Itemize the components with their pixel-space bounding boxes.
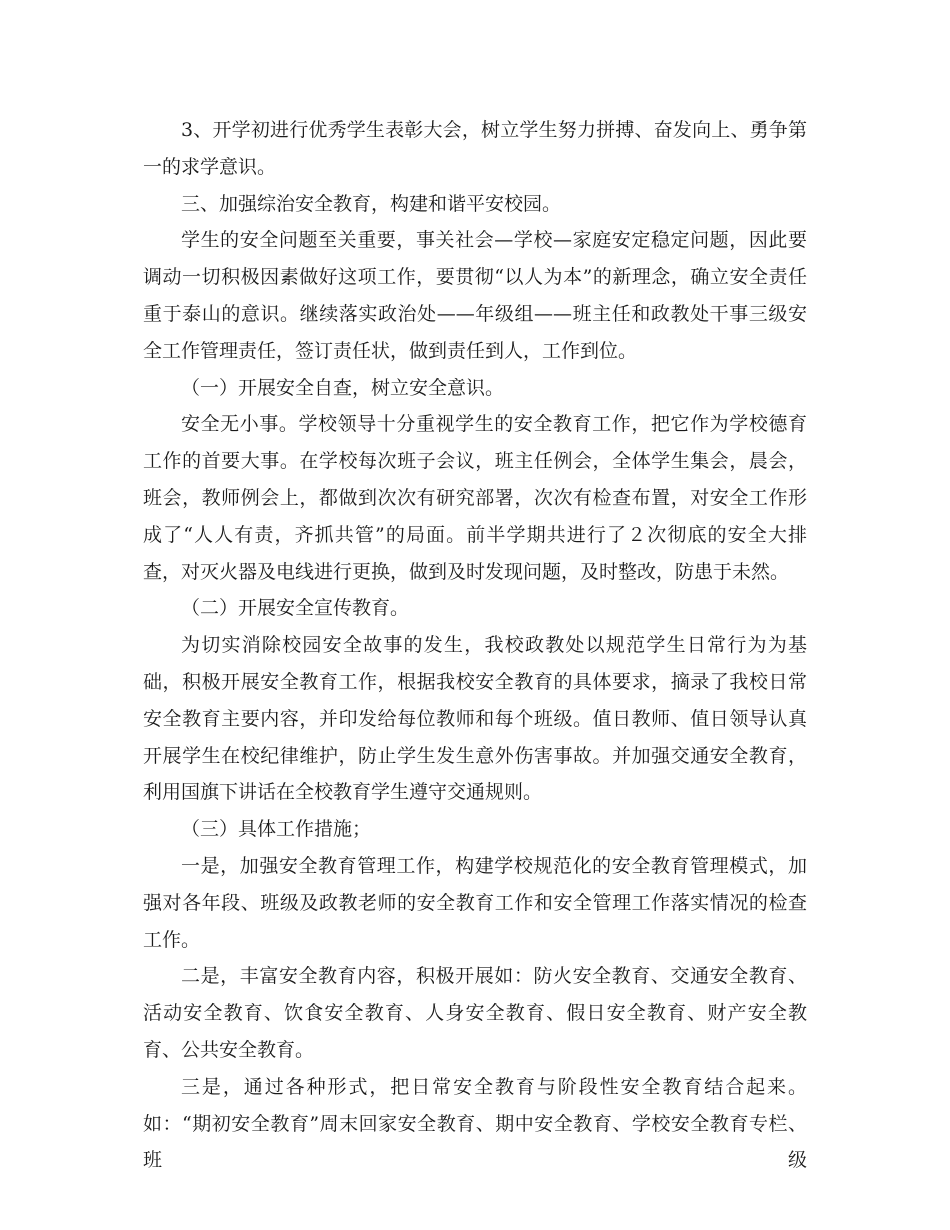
paragraph-commendation: 3、开学初进行优秀学生表彰大会，树立学生努力拼搏、奋发向上、勇争第一的求学意识。 bbox=[143, 119, 807, 178]
paragraph-measure-three: 三是，通过各种形式，把日常安全教育与阶段性安全教育结合起来。如：“期初安全教育”周末回家安全教育、期中安全教育、学校安全教育专栏、班级 bbox=[143, 1075, 807, 1172]
paragraph-publicity-education: 为切实消除校园安全故事的发生，我校政教处以规范学生日常行为为基础，积极开展安全教育工作，根据我校安全教育的具体要求，摘录了我校日常安全教育主要内容，并印发给每位教师和每个班级。值日教师、值日领导认真开展学生在校纪律维护，防止学生发生意外伤害事故。并加强交通安全教育，利用国旗下讲话在全校教育学生遵守交通规则。 bbox=[143, 634, 807, 804]
document-body bbox=[143, 112, 807, 1179]
heading-subsection-one: （一）开展安全自查，树立安全意识。 bbox=[181, 376, 505, 399]
heading-subsection-three: （三）具体工作措施； bbox=[181, 818, 372, 841]
heading-section-three: 三、加强综治安全教育，构建和谐平安校园。 bbox=[181, 192, 562, 215]
paragraph-self-inspection: 安全无小事。学校领导十分重视学生的安全教育工作，把它作为学校德育工作的首要大事。在学校每次班子会议，班主任例会，全体学生集会，晨会，班会，教师例会上，都做到次次有研究部署，次次有检查布置，对安全工作形成了“人人有责，齐抓共管”的局面。前半学期共进行了２次彻底的安全大排查，对灭火器及电线进行更换，做到及时发现问题，及时整改，防患于未然。 bbox=[143, 413, 807, 583]
heading-subsection-two: （二）开展安全宣传教育。 bbox=[181, 597, 410, 620]
paragraph-measure-one: 一是，加强安全教育管理工作，构建学校规范化的安全教育管理模式，加强对各年段、班级及政教老师的安全教育工作和安全管理工作落实情况的检查工作。 bbox=[143, 854, 807, 951]
paragraph-safety-importance: 学生的安全问题至关重要，事关社会—学校—家庭安定稳定问题，因此要调动一切积极因素做好这项工作，要贯彻“以人为本”的新理念，确立安全责任重于泰山的意识。继续落实政治处——年级组——班主任和政教处干事三级安全工作管理责任，签订责任状，做到责任到人，工作到位。 bbox=[143, 229, 807, 362]
paragraph-measure-two: 二是，丰富安全教育内容，积极开展如：防火安全教育、交通安全教育、活动安全教育、饮食安全教育、人身安全教育、假日安全教育、财产安全教育、公共安全教育。 bbox=[143, 965, 807, 1061]
